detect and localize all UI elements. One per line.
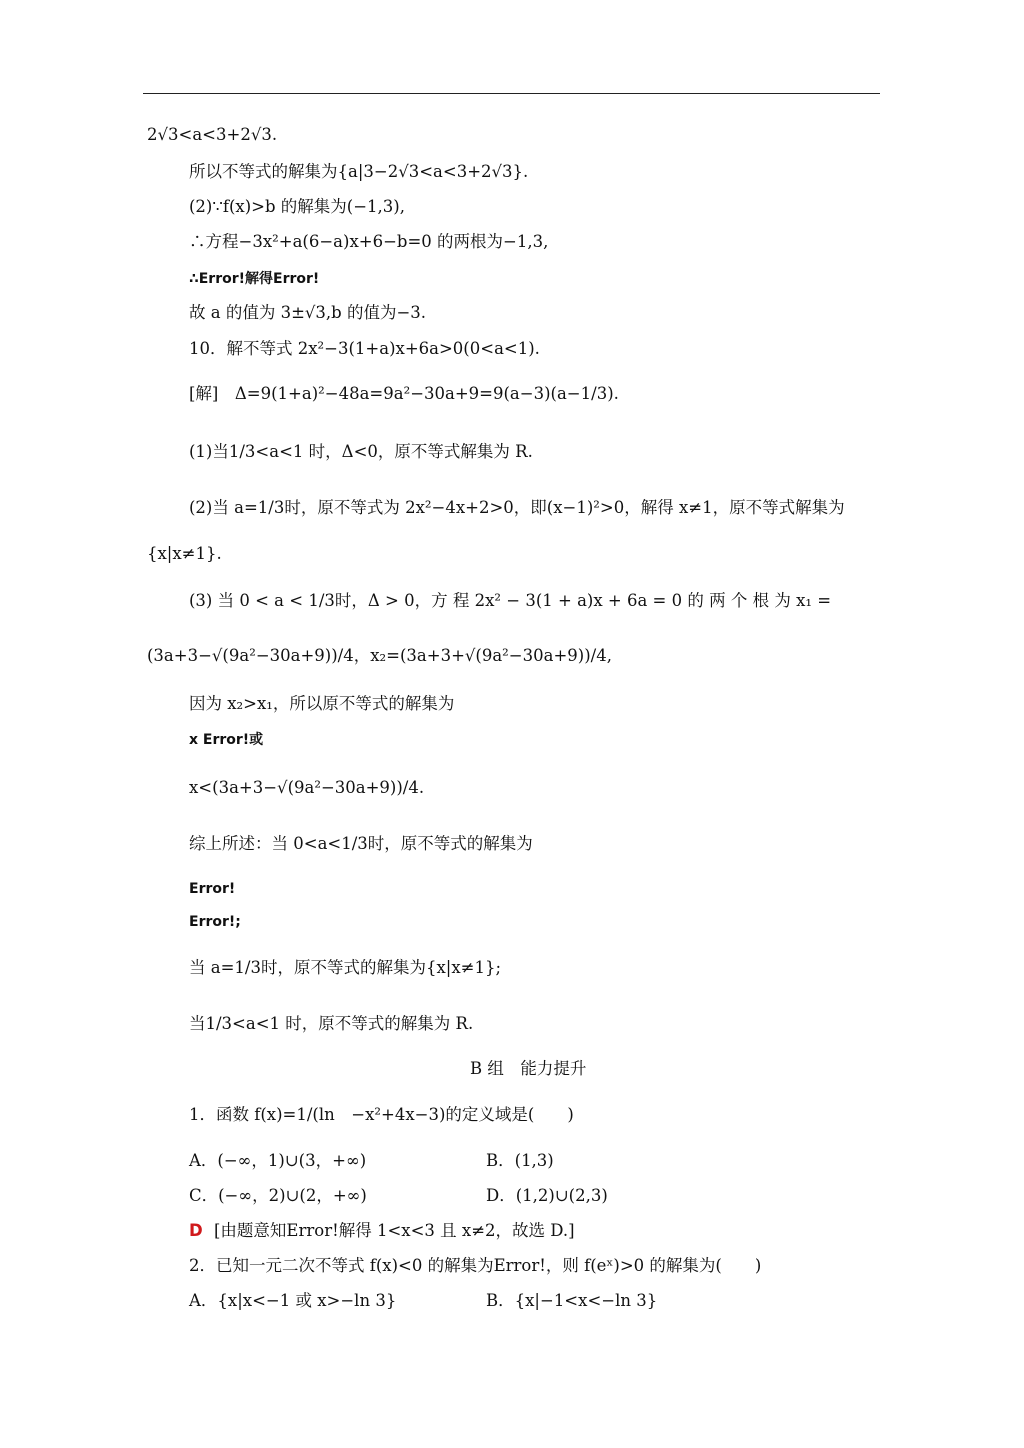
question-1: 1．函数 f(x)=1/(ln −x²+4x−3)的定义域是( ) (189, 1105, 574, 1124)
answer-explanation: [由题意知Error!解得 1<x<3 且 x≠2，故选 D.] (214, 1221, 575, 1240)
text-line: 故 a 的值为 3±√3,b 的值为−3. (189, 303, 427, 322)
text-line: x<(3a+3−√(9a²−30a+9))/4. (189, 778, 425, 797)
text-line: 2√3<a<3+2√3. (147, 125, 278, 144)
text-line: (2)∵f(x)>b 的解集为(−1,3), (189, 197, 405, 216)
text-line: {x|x≠1}. (147, 544, 222, 563)
text-line: 综上所述：当 0<a<1/3时，原不等式的解集为 (189, 834, 533, 853)
text-line: 当 a=1/3时，原不等式的解集为{x|x≠1}; (189, 958, 502, 977)
text-line: 当1/3<a<1 时，原不等式的解集为 R. (189, 1014, 474, 1033)
option-a: A．(−∞，1)∪(3，+∞) (189, 1151, 367, 1170)
option-c: C．(−∞，2)∪(2，+∞) (189, 1186, 367, 1205)
question-2: 2．已知一元二次不等式 f(x)<0 的解集为Error!，则 f(eˣ)>0 的解集为( ) (189, 1256, 762, 1275)
problem-heading: 10．解不等式 2x²−3(1+a)x+6a>0(0<a<1). (189, 339, 540, 358)
header-rule (143, 93, 880, 94)
text-line: x Error!或 (189, 732, 264, 748)
text-line: ∴Error!解得Error! (189, 271, 320, 287)
option-b: B．{x|−1<x<−ln 3} (486, 1291, 658, 1310)
text-line: Error!; (189, 914, 241, 930)
option-d: D．(1,2)∪(2,3) (486, 1186, 608, 1205)
text-line: (3) 当 0 < a < 1/3时，Δ > 0，方 程 2x² − 3(1 + a)x + 6a = 0 的 两 个 根 为 x₁ = (189, 591, 832, 610)
text-line: Error! (189, 881, 236, 897)
text-line: (3a+3−√(9a²−30a+9))/4，x₂=(3a+3+√(9a²−30a+9))/4, (147, 646, 612, 665)
text-line: (1)当1/3<a<1 时，Δ<0，原不等式解集为 R. (189, 442, 533, 461)
text-line: (2)当 a=1/3时，原不等式为 2x²−4x+2>0，即(x−1)²>0，解得 x≠1，原不等式解集为 (189, 498, 845, 517)
text-line: ∴方程−3x²+a(6−a)x+6−b=0 的两根为−1,3, (189, 232, 549, 251)
option-b: B．(1,3) (486, 1151, 554, 1170)
text-line: 因为 x₂>x₁，所以原不等式的解集为 (189, 694, 455, 713)
section-heading: B 组 能力提升 (470, 1059, 587, 1078)
solution-line: [解] Δ=9(1+a)²−48a=9a²−30a+9=9(a−3)(a−1/3). (189, 384, 619, 403)
text-line: 所以不等式的解集为{a|3−2√3<a<3+2√3}. (189, 162, 529, 181)
answer-letter: D (189, 1221, 203, 1240)
option-a: A．{x|x<−1 或 x>−ln 3} (189, 1291, 397, 1310)
